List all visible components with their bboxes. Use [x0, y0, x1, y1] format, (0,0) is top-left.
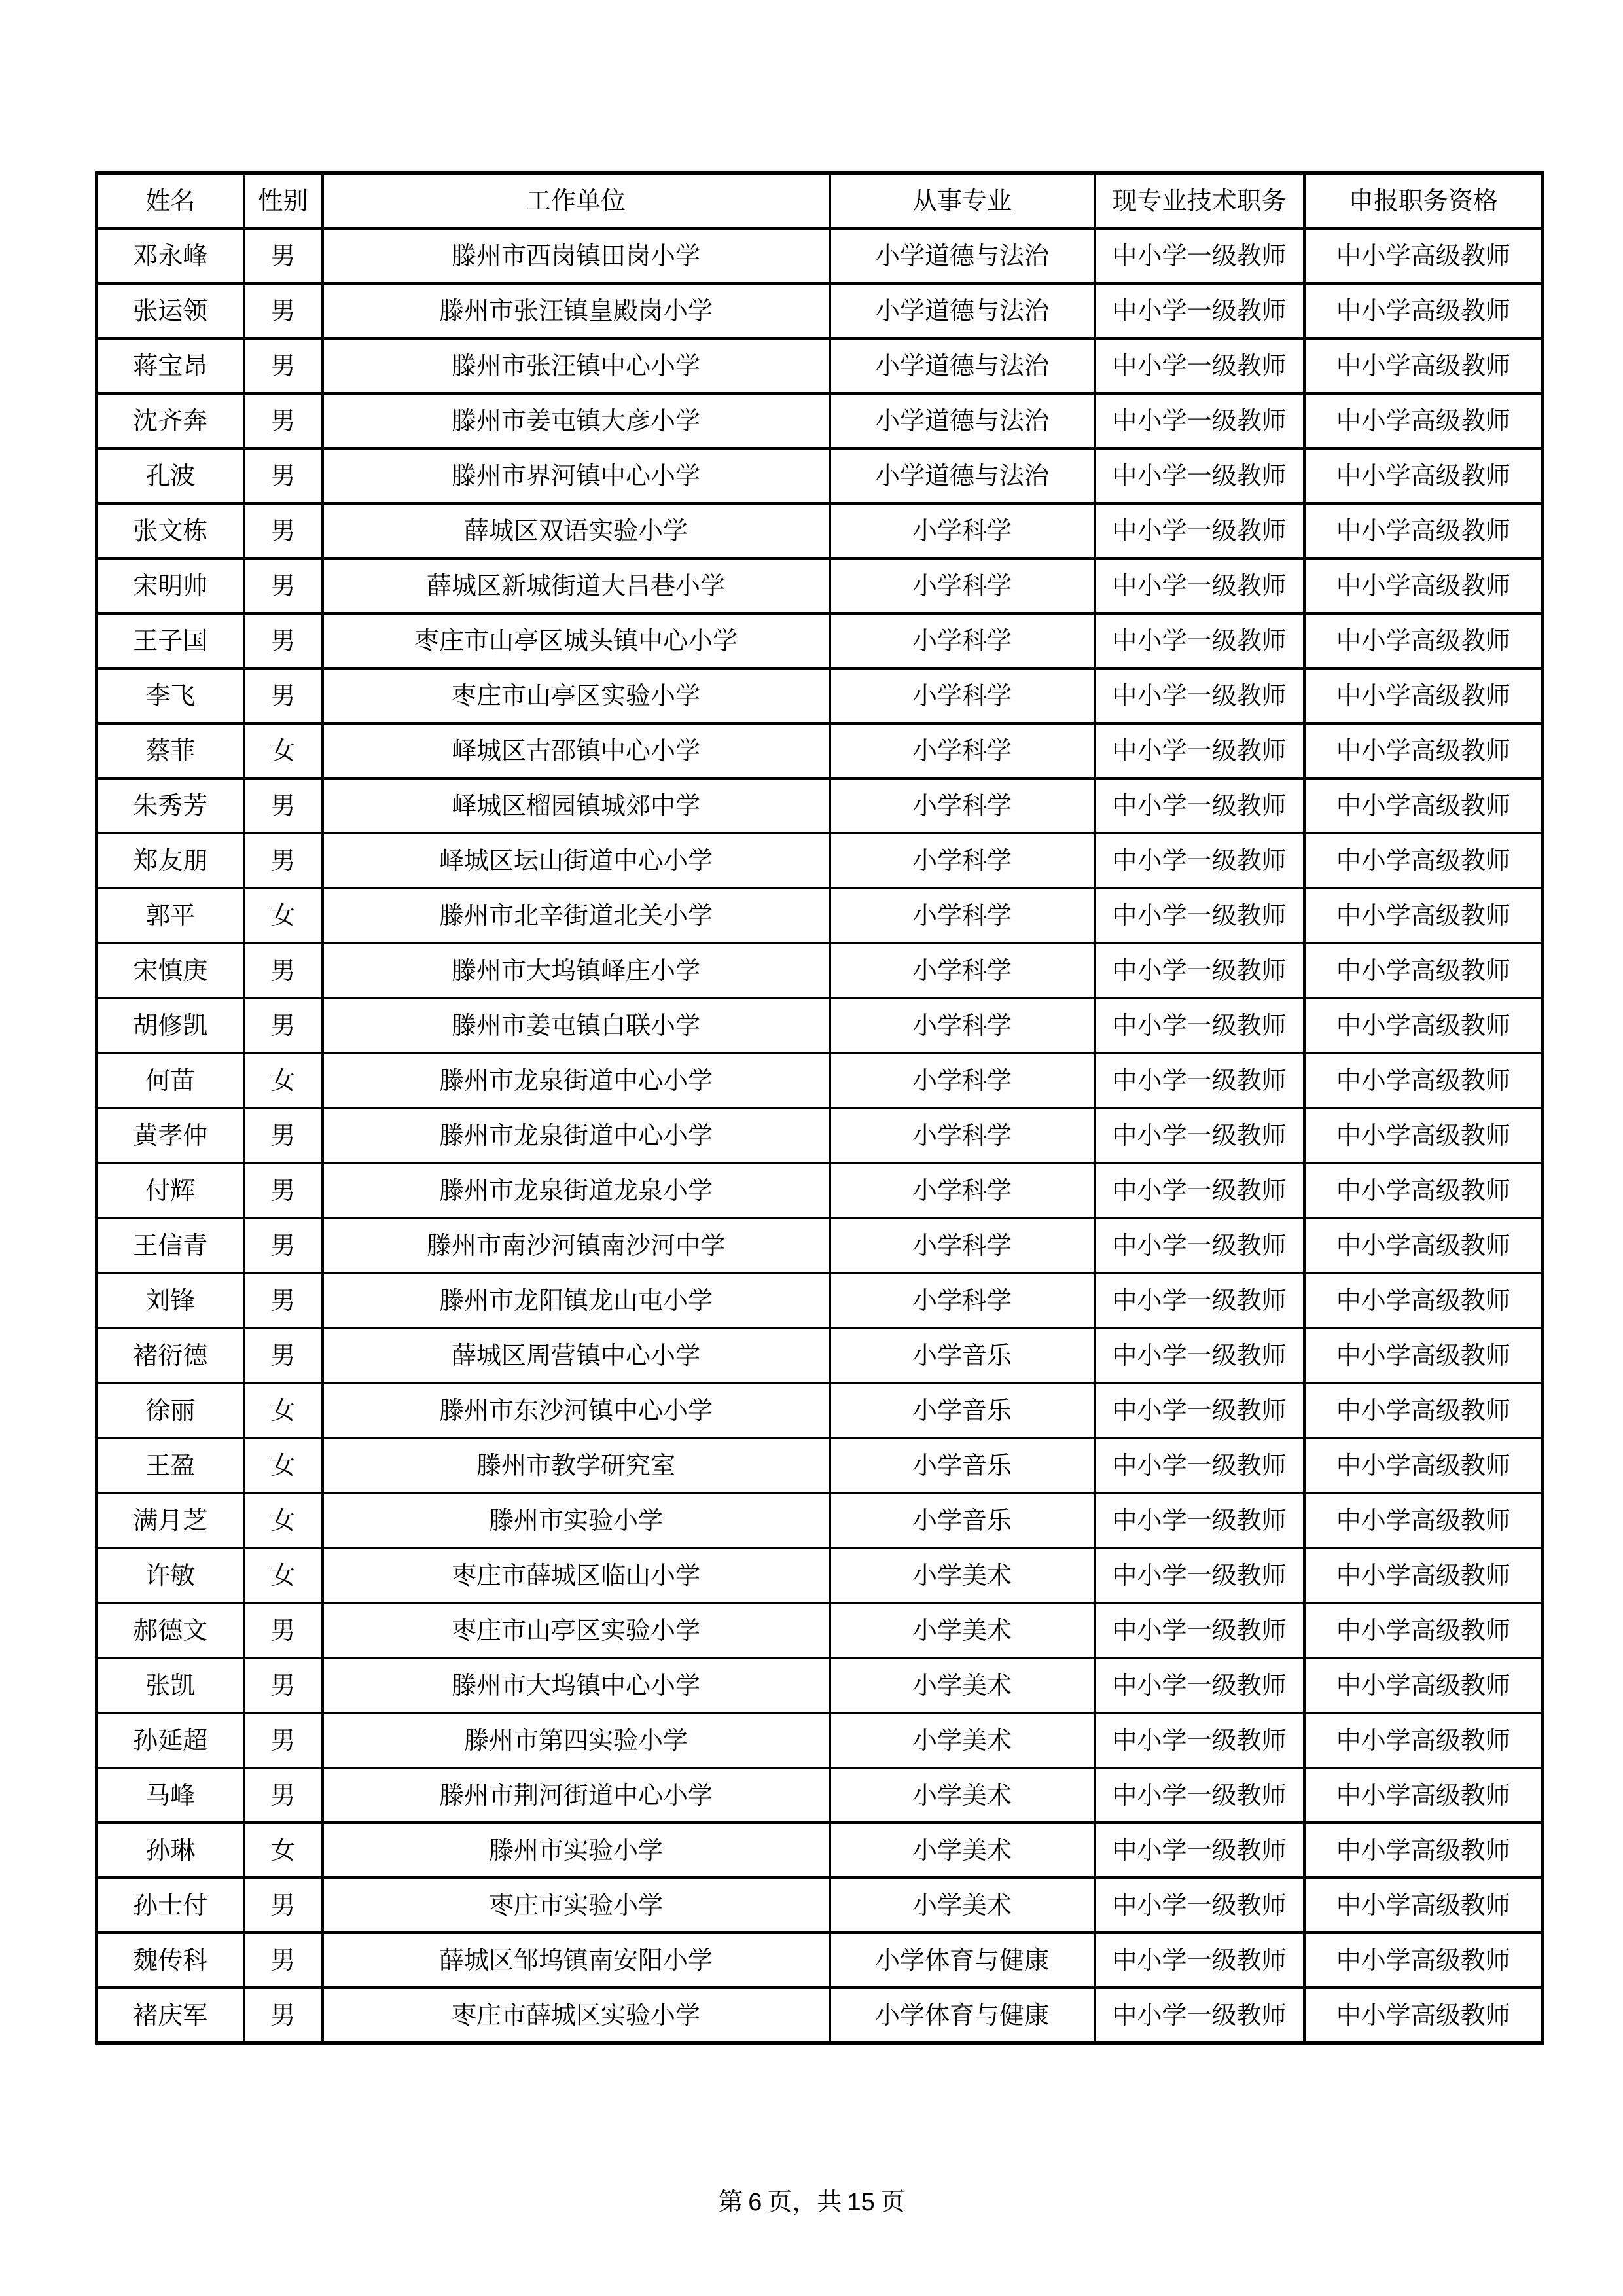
cell-gender: 男	[244, 1658, 323, 1713]
cell-current-title: 中小学一级教师	[1095, 888, 1304, 943]
cell-name: 宋明帅	[97, 558, 244, 613]
cell-work-unit: 滕州市荆河街道中心小学	[323, 1768, 830, 1823]
cell-work-unit: 峄城区古邵镇中心小学	[323, 723, 830, 778]
header-gender: 性别	[244, 173, 323, 229]
cell-name: 付辉	[97, 1163, 244, 1218]
table-row	[97, 338, 1543, 393]
cell-name: 孙延超	[97, 1713, 244, 1768]
cell-name: 王信青	[97, 1218, 244, 1273]
cell-applied-title: 中小学高级教师	[1304, 778, 1543, 833]
cell-applied-title: 中小学高级教师	[1304, 1823, 1543, 1878]
cell-major: 小学美术	[830, 1878, 1095, 1933]
cell-name: 张文栋	[97, 503, 244, 558]
cell-name: 何苗	[97, 1053, 244, 1108]
table-row	[97, 613, 1543, 668]
table-row	[97, 503, 1543, 558]
cell-major: 小学科学	[830, 503, 1095, 558]
cell-major: 小学科学	[830, 1053, 1095, 1108]
cell-major: 小学科学	[830, 613, 1095, 668]
cell-applied-title: 中小学高级教师	[1304, 668, 1543, 723]
cell-major: 小学美术	[830, 1658, 1095, 1713]
cell-work-unit: 滕州市张汪镇皇殿岗小学	[323, 283, 830, 338]
table-row	[97, 1053, 1543, 1108]
table-row	[97, 1713, 1543, 1768]
cell-major: 小学科学	[830, 888, 1095, 943]
cell-gender: 男	[244, 228, 323, 283]
header-work-unit: 工作单位	[323, 173, 830, 229]
cell-gender: 男	[244, 558, 323, 613]
cell-work-unit: 滕州市北辛街道北关小学	[323, 888, 830, 943]
cell-current-title: 中小学一级教师	[1095, 338, 1304, 393]
cell-applied-title: 中小学高级教师	[1304, 833, 1543, 888]
cell-current-title: 中小学一级教师	[1095, 393, 1304, 448]
table-row	[97, 1218, 1543, 1273]
cell-major: 小学体育与健康	[830, 1933, 1095, 1988]
cell-major: 小学音乐	[830, 1438, 1095, 1493]
cell-work-unit: 滕州市龙阳镇龙山屯小学	[323, 1273, 830, 1328]
cell-applied-title: 中小学高级教师	[1304, 558, 1543, 613]
cell-major: 小学美术	[830, 1603, 1095, 1658]
cell-current-title: 中小学一级教师	[1095, 558, 1304, 613]
cell-work-unit: 薛城区周营镇中心小学	[323, 1328, 830, 1383]
cell-current-title: 中小学一级教师	[1095, 1383, 1304, 1438]
cell-applied-title: 中小学高级教师	[1304, 1658, 1543, 1713]
cell-current-title: 中小学一级教师	[1095, 1108, 1304, 1163]
table-row	[97, 778, 1543, 833]
cell-name: 李飞	[97, 668, 244, 723]
cell-major: 小学音乐	[830, 1383, 1095, 1438]
cell-major: 小学音乐	[830, 1328, 1095, 1383]
header-row	[97, 173, 1543, 229]
cell-name: 孙琳	[97, 1823, 244, 1878]
cell-gender: 男	[244, 448, 323, 503]
cell-gender: 男	[244, 1273, 323, 1328]
cell-applied-title: 中小学高级教师	[1304, 393, 1543, 448]
cell-work-unit: 枣庄市山亭区实验小学	[323, 668, 830, 723]
cell-name: 满月芝	[97, 1493, 244, 1548]
cell-major: 小学美术	[830, 1713, 1095, 1768]
cell-gender: 女	[244, 1053, 323, 1108]
cell-current-title: 中小学一级教师	[1095, 833, 1304, 888]
table-row	[97, 888, 1543, 943]
table-row	[97, 1768, 1543, 1823]
cell-name: 孔波	[97, 448, 244, 503]
cell-current-title: 中小学一级教师	[1095, 1768, 1304, 1823]
cell-work-unit: 滕州市第四实验小学	[323, 1713, 830, 1768]
cell-gender: 男	[244, 1218, 323, 1273]
table-row	[97, 1603, 1543, 1658]
cell-current-title: 中小学一级教师	[1095, 1878, 1304, 1933]
cell-major: 小学科学	[830, 668, 1095, 723]
cell-work-unit: 滕州市大坞镇中心小学	[323, 1658, 830, 1713]
cell-work-unit: 滕州市姜屯镇白联小学	[323, 998, 830, 1053]
cell-work-unit: 滕州市实验小学	[323, 1493, 830, 1548]
cell-name: 郑友朋	[97, 833, 244, 888]
cell-work-unit: 滕州市张汪镇中心小学	[323, 338, 830, 393]
cell-major: 小学科学	[830, 998, 1095, 1053]
cell-gender: 男	[244, 1603, 323, 1658]
cell-applied-title: 中小学高级教师	[1304, 283, 1543, 338]
cell-major: 小学美术	[830, 1823, 1095, 1878]
cell-applied-title: 中小学高级教师	[1304, 998, 1543, 1053]
cell-current-title: 中小学一级教师	[1095, 1273, 1304, 1328]
cell-current-title: 中小学一级教师	[1095, 613, 1304, 668]
header-current-title: 现专业技术职务	[1095, 173, 1304, 229]
cell-name: 郝德文	[97, 1603, 244, 1658]
page-footer	[0, 2189, 1623, 2215]
cell-name: 邓永峰	[97, 228, 244, 283]
cell-applied-title: 中小学高级教师	[1304, 1328, 1543, 1383]
cell-work-unit: 滕州市姜屯镇大彦小学	[323, 393, 830, 448]
cell-gender: 男	[244, 1878, 323, 1933]
cell-current-title: 中小学一级教师	[1095, 778, 1304, 833]
table-header	[97, 173, 1543, 229]
cell-gender: 男	[244, 283, 323, 338]
cell-major: 小学道德与法治	[830, 283, 1095, 338]
total-pages-number: 15	[847, 2189, 875, 2216]
cell-work-unit: 枣庄市薛城区临山小学	[323, 1548, 830, 1603]
cell-current-title: 中小学一级教师	[1095, 1713, 1304, 1768]
cell-major: 小学科学	[830, 1273, 1095, 1328]
cell-gender: 男	[244, 1768, 323, 1823]
cell-current-title: 中小学一级教师	[1095, 1933, 1304, 1988]
cell-applied-title: 中小学高级教师	[1304, 1768, 1543, 1823]
cell-name: 朱秀芳	[97, 778, 244, 833]
cell-work-unit: 滕州市南沙河镇南沙河中学	[323, 1218, 830, 1273]
cell-gender: 男	[244, 1713, 323, 1768]
table-row	[97, 1163, 1543, 1218]
table-row	[97, 1548, 1543, 1603]
cell-name: 张运领	[97, 283, 244, 338]
cell-gender: 女	[244, 1383, 323, 1438]
cell-name: 刘锋	[97, 1273, 244, 1328]
cell-applied-title: 中小学高级教师	[1304, 1713, 1543, 1768]
cell-gender: 男	[244, 1328, 323, 1383]
table-row	[97, 1658, 1543, 1713]
cell-major: 小学道德与法治	[830, 393, 1095, 448]
cell-name: 王盈	[97, 1438, 244, 1493]
cell-current-title: 中小学一级教师	[1095, 1328, 1304, 1383]
cell-name: 张凯	[97, 1658, 244, 1713]
cell-current-title: 中小学一级教师	[1095, 448, 1304, 503]
table-row	[97, 1493, 1543, 1548]
cell-gender: 女	[244, 888, 323, 943]
current-page-number: 6	[748, 2189, 762, 2216]
cell-applied-title: 中小学高级教师	[1304, 613, 1543, 668]
cell-work-unit: 峄城区榴园镇城郊中学	[323, 778, 830, 833]
cell-major: 小学科学	[830, 723, 1095, 778]
table-row	[97, 1383, 1543, 1438]
table-row	[97, 558, 1543, 613]
cell-applied-title: 中小学高级教师	[1304, 503, 1543, 558]
cell-major: 小学科学	[830, 1218, 1095, 1273]
cell-gender: 女	[244, 1548, 323, 1603]
footer-prefix: 第	[718, 2187, 743, 2216]
cell-gender: 男	[244, 1933, 323, 1988]
cell-applied-title: 中小学高级教师	[1304, 1053, 1543, 1108]
cell-major: 小学科学	[830, 558, 1095, 613]
table-row	[97, 668, 1543, 723]
cell-work-unit: 滕州市龙泉街道中心小学	[323, 1108, 830, 1163]
cell-work-unit: 滕州市西岗镇田岗小学	[323, 228, 830, 283]
header-applied-title: 申报职务资格	[1304, 173, 1543, 229]
cell-major: 小学道德与法治	[830, 338, 1095, 393]
cell-name: 魏传科	[97, 1933, 244, 1988]
cell-gender: 男	[244, 613, 323, 668]
cell-current-title: 中小学一级教师	[1095, 1658, 1304, 1713]
table-row	[97, 1438, 1543, 1493]
cell-applied-title: 中小学高级教师	[1304, 723, 1543, 778]
footer-mid: 页，共	[767, 2187, 842, 2216]
cell-applied-title: 中小学高级教师	[1304, 1548, 1543, 1603]
table-row	[97, 1823, 1543, 1878]
cell-current-title: 中小学一级教师	[1095, 1988, 1304, 2043]
cell-work-unit: 枣庄市实验小学	[323, 1878, 830, 1933]
cell-name: 胡修凯	[97, 998, 244, 1053]
cell-name: 徐丽	[97, 1383, 244, 1438]
cell-work-unit: 滕州市龙泉街道龙泉小学	[323, 1163, 830, 1218]
cell-current-title: 中小学一级教师	[1095, 998, 1304, 1053]
cell-gender: 男	[244, 503, 323, 558]
cell-gender: 女	[244, 1438, 323, 1493]
table-row	[97, 998, 1543, 1053]
cell-gender: 男	[244, 668, 323, 723]
footer-suffix: 页	[880, 2187, 905, 2216]
cell-work-unit: 峄城区坛山街道中心小学	[323, 833, 830, 888]
cell-name: 褚衍德	[97, 1328, 244, 1383]
cell-applied-title: 中小学高级教师	[1304, 1933, 1543, 1988]
cell-current-title: 中小学一级教师	[1095, 1218, 1304, 1273]
cell-gender: 男	[244, 393, 323, 448]
cell-work-unit: 薛城区邹坞镇南安阳小学	[323, 1933, 830, 1988]
cell-gender: 男	[244, 1108, 323, 1163]
table-row	[97, 723, 1543, 778]
cell-name: 褚庆军	[97, 1988, 244, 2043]
cell-gender: 男	[244, 943, 323, 998]
cell-current-title: 中小学一级教师	[1095, 1053, 1304, 1108]
cell-work-unit: 滕州市东沙河镇中心小学	[323, 1383, 830, 1438]
cell-gender: 男	[244, 833, 323, 888]
cell-applied-title: 中小学高级教师	[1304, 1273, 1543, 1328]
cell-current-title: 中小学一级教师	[1095, 1493, 1304, 1548]
cell-current-title: 中小学一级教师	[1095, 1548, 1304, 1603]
cell-gender: 男	[244, 1988, 323, 2043]
table-row	[97, 1273, 1543, 1328]
cell-current-title: 中小学一级教师	[1095, 283, 1304, 338]
cell-applied-title: 中小学高级教师	[1304, 1493, 1543, 1548]
cell-applied-title: 中小学高级教师	[1304, 888, 1543, 943]
cell-applied-title: 中小学高级教师	[1304, 1438, 1543, 1493]
cell-current-title: 中小学一级教师	[1095, 228, 1304, 283]
cell-applied-title: 中小学高级教师	[1304, 1878, 1543, 1933]
cell-work-unit: 滕州市界河镇中心小学	[323, 448, 830, 503]
cell-current-title: 中小学一级教师	[1095, 1823, 1304, 1878]
table-row	[97, 943, 1543, 998]
cell-name: 蒋宝昂	[97, 338, 244, 393]
cell-work-unit: 枣庄市山亭区城头镇中心小学	[323, 613, 830, 668]
table-body	[97, 228, 1543, 2043]
table-row	[97, 1988, 1543, 2043]
table-row	[97, 228, 1543, 283]
cell-major: 小学科学	[830, 833, 1095, 888]
table-row	[97, 1108, 1543, 1163]
cell-major: 小学体育与健康	[830, 1988, 1095, 2043]
table-row	[97, 1328, 1543, 1383]
cell-gender: 女	[244, 1823, 323, 1878]
table-row	[97, 448, 1543, 503]
cell-applied-title: 中小学高级教师	[1304, 1383, 1543, 1438]
cell-work-unit: 滕州市龙泉街道中心小学	[323, 1053, 830, 1108]
cell-gender: 女	[244, 1493, 323, 1548]
cell-applied-title: 中小学高级教师	[1304, 943, 1543, 998]
cell-major: 小学科学	[830, 1163, 1095, 1218]
cell-work-unit: 枣庄市薛城区实验小学	[323, 1988, 830, 2043]
cell-major: 小学美术	[830, 1548, 1095, 1603]
cell-applied-title: 中小学高级教师	[1304, 1218, 1543, 1273]
cell-name: 郭平	[97, 888, 244, 943]
cell-applied-title: 中小学高级教师	[1304, 338, 1543, 393]
header-name: 姓名	[97, 173, 244, 229]
table-row	[97, 1933, 1543, 1988]
cell-gender: 男	[244, 1163, 323, 1218]
cell-major: 小学道德与法治	[830, 448, 1095, 503]
cell-gender: 男	[244, 778, 323, 833]
cell-gender: 男	[244, 338, 323, 393]
cell-current-title: 中小学一级教师	[1095, 723, 1304, 778]
cell-work-unit: 薛城区双语实验小学	[323, 503, 830, 558]
cell-name: 蔡菲	[97, 723, 244, 778]
cell-name: 许敏	[97, 1548, 244, 1603]
cell-work-unit: 枣庄市山亭区实验小学	[323, 1603, 830, 1658]
table-row	[97, 393, 1543, 448]
header-major: 从事专业	[830, 173, 1095, 229]
cell-current-title: 中小学一级教师	[1095, 503, 1304, 558]
cell-name: 宋慎庚	[97, 943, 244, 998]
cell-name: 黄孝仲	[97, 1108, 244, 1163]
cell-major: 小学音乐	[830, 1493, 1095, 1548]
cell-applied-title: 中小学高级教师	[1304, 448, 1543, 503]
cell-name: 孙士付	[97, 1878, 244, 1933]
table-row	[97, 833, 1543, 888]
cell-major: 小学科学	[830, 1108, 1095, 1163]
cell-major: 小学科学	[830, 778, 1095, 833]
cell-applied-title: 中小学高级教师	[1304, 1988, 1543, 2043]
cell-major: 小学科学	[830, 943, 1095, 998]
cell-applied-title: 中小学高级教师	[1304, 1163, 1543, 1218]
cell-work-unit: 滕州市教学研究室	[323, 1438, 830, 1493]
cell-work-unit: 滕州市实验小学	[323, 1823, 830, 1878]
cell-work-unit: 滕州市大坞镇峄庄小学	[323, 943, 830, 998]
cell-gender: 男	[244, 998, 323, 1053]
cell-name: 马峰	[97, 1768, 244, 1823]
cell-name: 王子国	[97, 613, 244, 668]
cell-major: 小学道德与法治	[830, 228, 1095, 283]
cell-work-unit: 薛城区新城街道大吕巷小学	[323, 558, 830, 613]
roster-table	[95, 171, 1544, 2045]
cell-applied-title: 中小学高级教师	[1304, 228, 1543, 283]
cell-gender: 女	[244, 723, 323, 778]
table-row	[97, 1878, 1543, 1933]
cell-current-title: 中小学一级教师	[1095, 943, 1304, 998]
cell-major: 小学美术	[830, 1768, 1095, 1823]
table-row	[97, 283, 1543, 338]
cell-current-title: 中小学一级教师	[1095, 1163, 1304, 1218]
cell-applied-title: 中小学高级教师	[1304, 1108, 1543, 1163]
cell-name: 沈齐奔	[97, 393, 244, 448]
cell-current-title: 中小学一级教师	[1095, 668, 1304, 723]
cell-applied-title: 中小学高级教师	[1304, 1603, 1543, 1658]
cell-current-title: 中小学一级教师	[1095, 1603, 1304, 1658]
cell-current-title: 中小学一级教师	[1095, 1438, 1304, 1493]
